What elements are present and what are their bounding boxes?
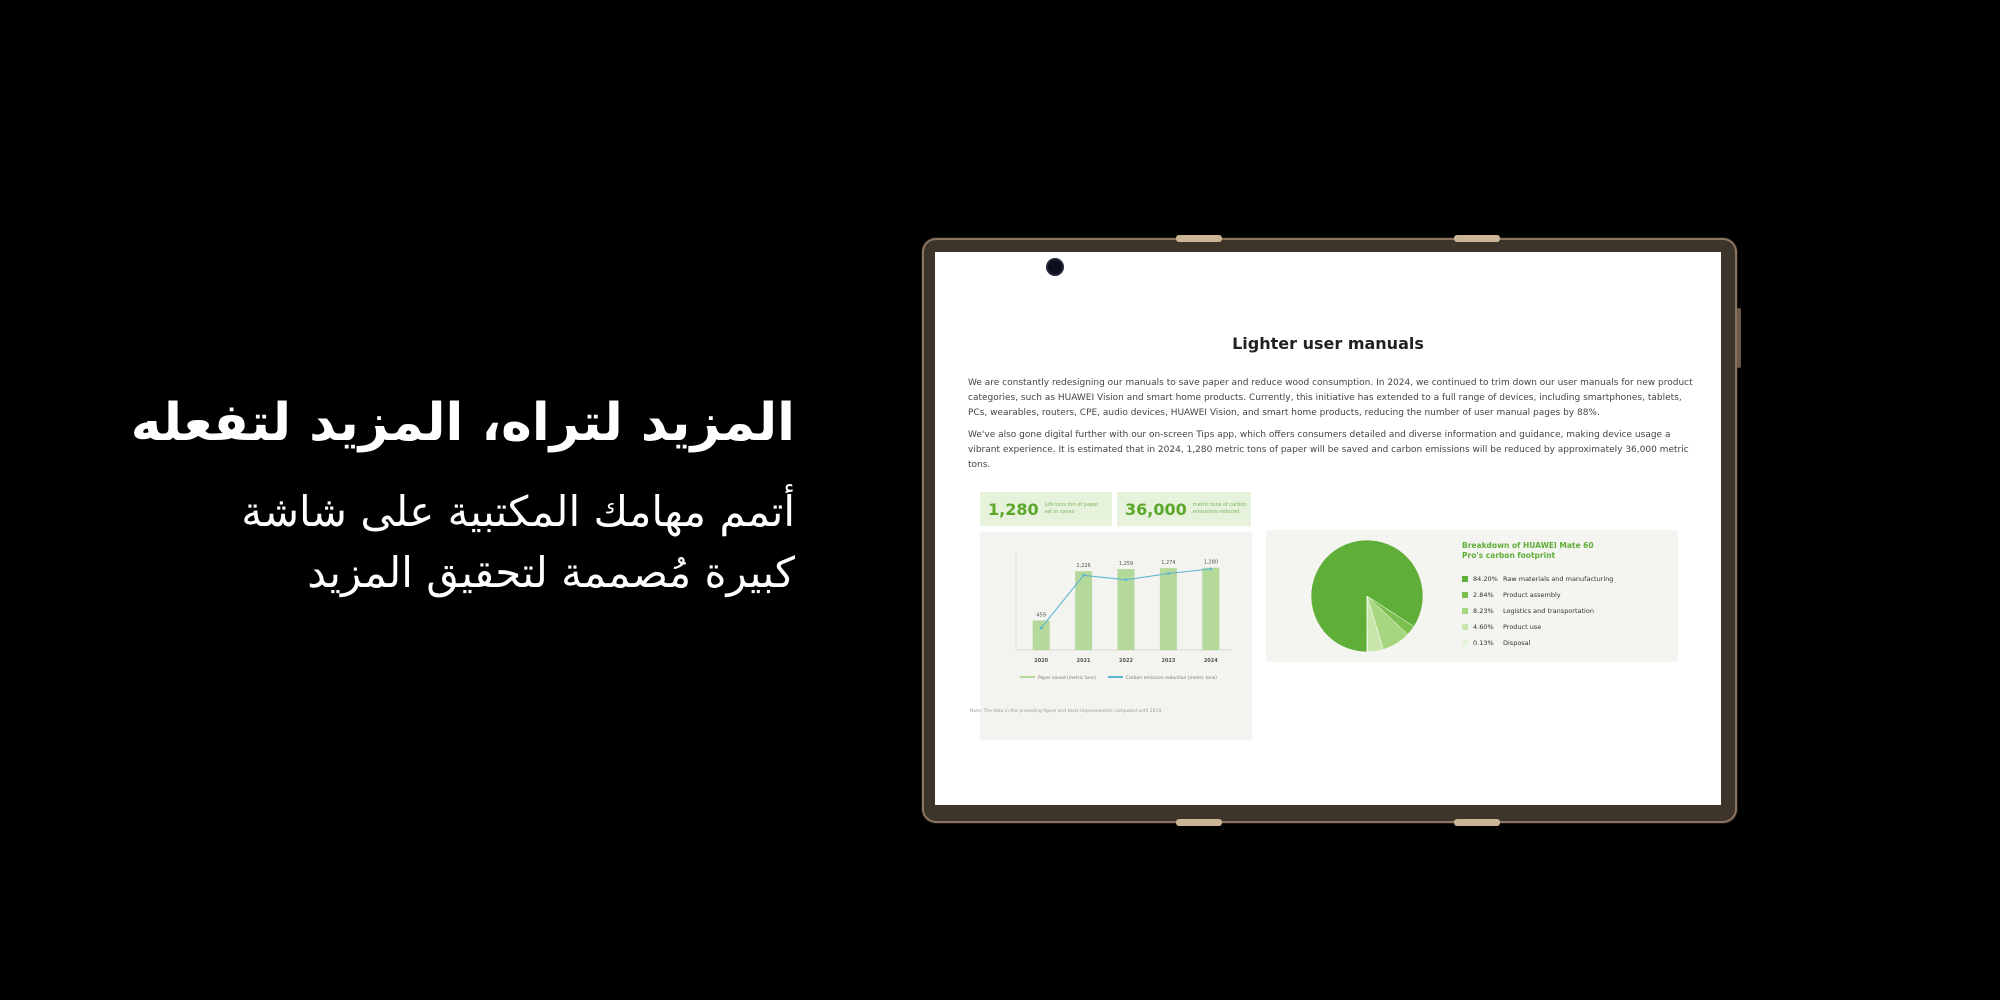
line-point	[1167, 572, 1170, 575]
legend-label: Carbon emission reduction (metric tons)	[1126, 676, 1217, 681]
legend-value: 84.20%	[1473, 575, 1498, 583]
pie-chart-svg	[1266, 530, 1678, 662]
hinge	[1176, 235, 1222, 242]
legend-label: Product assembly	[1503, 591, 1561, 599]
document-title: Lighter user manuals	[1232, 334, 1424, 353]
legend-swatch	[1462, 608, 1468, 614]
x-tick-label: 2020	[1034, 658, 1049, 664]
line-point	[1082, 574, 1085, 577]
bar	[1160, 568, 1177, 650]
x-tick-label: 2023	[1161, 658, 1176, 664]
stat-value: 1,280	[988, 499, 1039, 519]
bar	[1118, 569, 1135, 650]
legend-swatch	[1462, 592, 1468, 598]
device-screen[interactable]	[935, 252, 1721, 805]
stat-paper-saved	[980, 492, 1112, 526]
hero-text	[75, 392, 795, 604]
legend-value: 8.23%	[1473, 607, 1494, 615]
stat-value: 36,000	[1125, 499, 1187, 519]
stat-caption: Life tons ton of paper set in saves	[1044, 502, 1099, 515]
bar-value-label: 1,274	[1161, 560, 1176, 567]
hinge	[1454, 235, 1500, 242]
stat-caption: metric tons of carbon emissions reduced	[1192, 502, 1247, 515]
legend-value: 2.84%	[1473, 591, 1494, 599]
line-point	[1125, 578, 1128, 581]
side-button	[1737, 308, 1741, 368]
legend-swatch	[1462, 624, 1468, 630]
legend-label: Raw materials and manufacturing	[1503, 575, 1614, 583]
legend-label: Paper saved (metric tons)	[1038, 676, 1097, 681]
legend-label: Product use	[1503, 623, 1542, 631]
line-point	[1040, 627, 1043, 630]
hinge	[1176, 819, 1222, 826]
x-tick-label: 2024	[1203, 658, 1218, 664]
legend-value: 4.60%	[1473, 623, 1494, 631]
bar-value-label: 1,226	[1076, 563, 1091, 570]
legend-swatch	[1462, 576, 1468, 582]
x-tick-label: 2021	[1076, 658, 1091, 664]
x-tick-label: 2022	[1119, 658, 1133, 664]
paragraph-2: We've also gone digital further with our on-screen Tips app, which offers consumers detailed and diverse information and guidance, making device usage a vibrant experience. It is estimated that in 2024, 1,280 metric tons of paper will be saved and carbon emissions will be reduced by approximately 36,000 metric tons.	[968, 430, 1689, 470]
bar	[1202, 568, 1219, 650]
front-camera	[1048, 260, 1062, 274]
bar-value-label: 1,259	[1118, 561, 1134, 568]
subline-1: أتمم مهامك المكتبية على شاشة	[241, 487, 795, 537]
headline: المزيد لتراه، المزيد لتفعله	[130, 393, 795, 453]
subline-2: كبيرة مُصممة لتحقيق المزيد	[307, 548, 795, 598]
foldable-tablet	[922, 238, 1737, 823]
bar	[1033, 620, 1050, 650]
carbon-footprint-pie-chart	[1266, 530, 1678, 662]
footnote: Note: The data in the preceding figure and texts improvements computed until 2019.	[970, 709, 1163, 714]
bar-value-label: 1,280	[1203, 559, 1218, 566]
legend-label: Logistics and transportation	[1503, 607, 1594, 615]
bar-value-label: 459	[1036, 612, 1046, 619]
hinge	[1454, 819, 1500, 826]
pie-title: Breakdown of HUAWEI Mate 60 Pro's carbon footprint	[1462, 541, 1594, 560]
legend-label: Disposal	[1503, 639, 1531, 647]
stat-carbon-reduced	[1117, 492, 1251, 526]
legend-value: 0.13%	[1473, 639, 1494, 647]
paragraph-1: We are constantly redesigning our manuals to save paper and reduce wood consumption. In 2024, we continued to trim down our user manuals for new product categories, such as HUAWEI Vision and smart home products. Currently, this initiative has extended to a full range of devices, including smartphones, tablets, PCs, wearables, routers, CPE, audio devices, HUAWEI Vision, and smart home products, reducing the number of user manual pages by 88%.	[968, 378, 1693, 418]
legend-swatch	[1462, 640, 1468, 646]
line-point	[1209, 568, 1212, 571]
